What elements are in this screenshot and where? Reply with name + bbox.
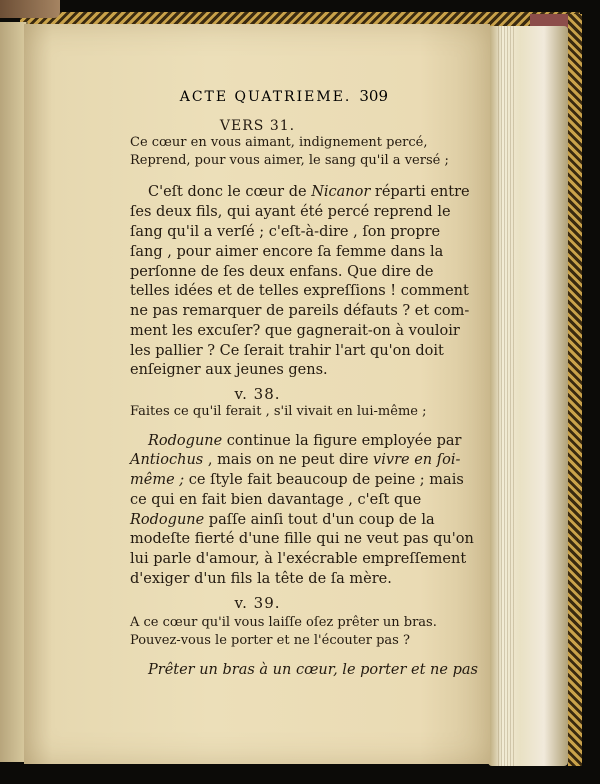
verse-line: Faites ce qu'il ferait , s'il vivait en lui-même ; [130,404,427,419]
section-heading: v. 38. [234,385,281,403]
page-block-fore-edge [488,26,568,766]
commentary-line: Rodogune continue la figure employée par [148,433,462,449]
commentary-line: Prêter un bras à un cœur, le porter et ne pas [148,662,478,678]
cover-gilt-right [568,14,582,766]
book-page [24,24,490,764]
verse-line: Pouvez-vous le porter et ne l'écouter pas ? [130,633,410,648]
commentary-line: les pallier ? Ce ſerait trahir l'art qu'on doit [130,343,444,359]
commentary-line: modeſte fierté d'une fille qui ne veut pas qu'on [130,531,474,547]
commentary-line: ſes deux fils, qui ayant été percé reprend le [130,204,451,220]
verse-line: Ce cœur en vous aimant, indignement percé, [130,135,428,150]
page-number: 309 [359,87,388,105]
commentary-line: C'eſt donc le cœur de Nicanor réparti entre [148,184,470,200]
verse-line: Reprend, pour vous aimer, le sang qu'il a versé ; [130,153,449,168]
running-head-title: ACTE QUATRIEME. [179,89,352,105]
commentary-line: ſang , pour aimer encore ſa femme dans la [130,244,444,260]
running-head [48,87,388,105]
commentary-line: lui parle d'amour, à l'exécrable empreſſement [130,551,467,567]
commentary-line: ment les excuſer? que gagnerait-on à vouloir [130,323,460,339]
commentary-line: telles idées et de telles expreſſions ! comment [130,283,469,299]
commentary-line: Antiochus , mais on ne peut dire vivre en ſoi- [130,452,461,468]
commentary-line: ce qui en fait bien davantage , c'eſt que [130,492,422,508]
commentary-line: d'exiger d'un fils la tête de ſa mère. [130,571,392,587]
commentary-line: perſonne de ſes deux enfans. Que dire de [130,264,434,280]
commentary-line: enſeigner aux jeunes gens. [130,362,328,378]
section-heading: VERS 31. [219,118,296,134]
verse-line: A ce cœur qu'il vous laiſſe oſez prêter un bras. [130,615,437,630]
commentary-line: ne pas remarquer de pareils défauts ? et com- [130,303,470,319]
commentary-line: ſang qu'il a verſé ; c'eſt-à-dire , ſon propre [130,224,441,240]
bookmark-ribbon [0,0,60,18]
commentary-line: même ; ce ſtyle fait beaucoup de peine ; mais [130,472,464,488]
commentary-line: Rodogune paſſe ainſi tout d'un coup de la [130,512,435,528]
section-heading: v. 39. [234,594,281,612]
